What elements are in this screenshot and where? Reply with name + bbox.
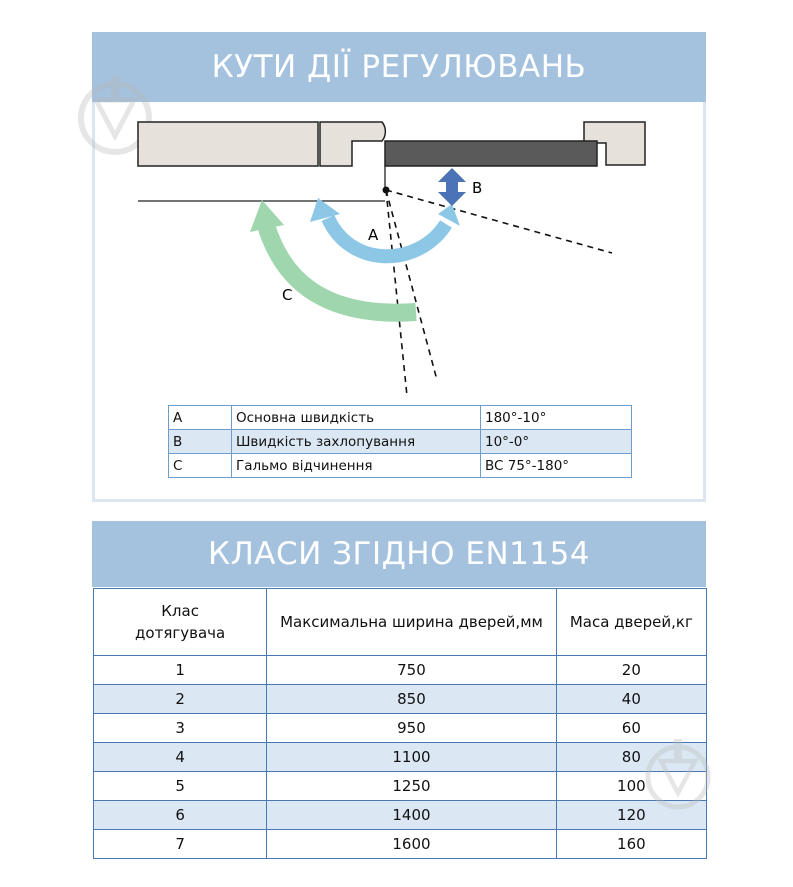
cell-class: 2 <box>94 685 267 714</box>
cell-width: 1600 <box>267 830 556 859</box>
cell-width: 950 <box>267 714 556 743</box>
table-row <box>94 656 707 685</box>
legend-row <box>169 430 632 454</box>
frame-profile-stop <box>320 122 385 166</box>
cell-width: 850 <box>267 685 556 714</box>
legend-key: A <box>169 406 232 430</box>
table-row <box>94 685 707 714</box>
cell-class: 3 <box>94 714 267 743</box>
table-header-row <box>94 589 707 656</box>
cell-mass: 20 <box>556 656 706 685</box>
legend-name: Швидкість захлопування <box>232 430 481 454</box>
cell-width: 1100 <box>267 743 556 772</box>
arrow-b <box>438 168 466 206</box>
legend-key: B <box>169 430 232 454</box>
cell-class: 4 <box>94 743 267 772</box>
en1154-classes-table <box>93 588 707 859</box>
legend-name: Гальмо відчинення <box>232 454 481 478</box>
legend-key: C <box>169 454 232 478</box>
cell-mass: 120 <box>556 801 706 830</box>
cell-class: 5 <box>94 772 267 801</box>
angle-line-80 <box>386 190 407 396</box>
header-width: Максимальна ширина дверей,мм <box>267 589 556 656</box>
cell-mass: 100 <box>556 772 706 801</box>
cell-width: 1400 <box>267 801 556 830</box>
label-a: A <box>368 226 379 244</box>
header-class: Клас дотягувача <box>94 589 267 656</box>
label-b: B <box>472 179 483 197</box>
table-row <box>94 714 707 743</box>
table-row <box>94 772 707 801</box>
cell-class: 6 <box>94 801 267 830</box>
cell-mass: 40 <box>556 685 706 714</box>
legend-name: Основна швидкість <box>232 406 481 430</box>
door-angle-diagram <box>0 0 793 400</box>
arc-a <box>310 198 460 256</box>
table-row <box>94 801 707 830</box>
angles-section-title: КУТИ ДІЇ РЕГУЛЮВАНЬ <box>92 32 706 102</box>
table-row <box>94 830 707 859</box>
legend-row <box>169 406 632 430</box>
legend-row <box>169 454 632 478</box>
table-row <box>94 743 707 772</box>
angle-line-75 <box>386 190 437 380</box>
cell-width: 1250 <box>267 772 556 801</box>
adjustment-legend-table <box>168 405 632 478</box>
cell-mass: 60 <box>556 714 706 743</box>
cell-mass: 80 <box>556 743 706 772</box>
cell-width: 750 <box>267 656 556 685</box>
cell-class: 1 <box>94 656 267 685</box>
label-c: C <box>282 286 293 304</box>
legend-range: 180°-10° <box>481 406 632 430</box>
cell-class: 7 <box>94 830 267 859</box>
door-leaf <box>385 141 597 166</box>
wall-profile-left <box>138 122 318 166</box>
watermark-icon <box>640 735 716 811</box>
classes-section-title: КЛАСИ ЗГІДНО EN1154 <box>92 521 706 587</box>
legend-range: BC 75°-180° <box>481 454 632 478</box>
cell-mass: 160 <box>556 830 706 859</box>
header-mass: Маса дверей,кг <box>556 589 706 656</box>
legend-range: 10°-0° <box>481 430 632 454</box>
